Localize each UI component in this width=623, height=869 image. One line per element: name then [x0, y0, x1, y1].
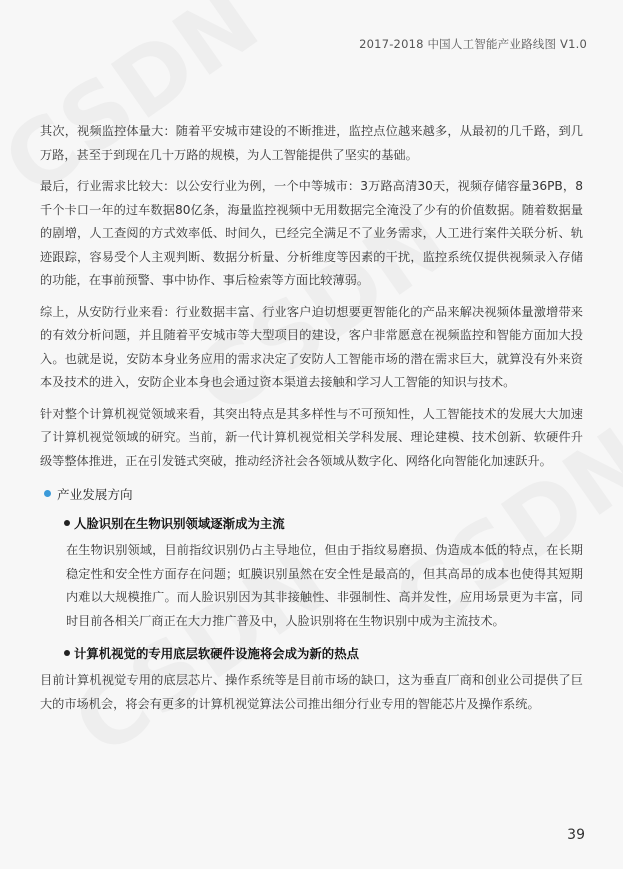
subsection-heading-text: 人脸识别在生物识别领域逐渐成为主流	[74, 516, 285, 531]
paragraph-2: 最后，行业需求比较大：以公安行业为例，一个中等城市：3万路高清30天，视频存储容量36PB，8千个卡口一年的过车数据80亿条，海量监控视频中无用数据完全淹没了少有的价值数据。随着数据量的剧增，人工查阅的方式效率低、时间久，已经完全满足不了业务需求，人工进行案件关联分析、轨迹跟踪，容易受个人主观判断、数据分析量、分析维度等因素的干扰，监控系统仅提供视频录入存储的功能，在事前预警、事中协作、事后检索等方面比较薄弱。	[40, 179, 583, 287]
section-heading-text: 产业发展方向	[57, 486, 133, 502]
page-header-title: 2017-2018 中国人工智能产业路线图 V1.0	[359, 37, 587, 51]
bullet-icon	[64, 520, 70, 526]
bullet-icon	[64, 650, 70, 656]
page-number: 39	[567, 827, 585, 843]
subsection-heading-hardware	[64, 641, 583, 665]
page-content	[40, 120, 583, 724]
subsection-body-face-recognition: 在生物识别领域，目前指纹识别仍占主导地位，但由于指纹易磨损、伪造成本低的特点，在长期稳定性和安全性方面存在问题；虹膜识别虽然在安全性是最高的，但其高昂的成本也使得其短期内难以大规模推广。而人脸识别因为其非接触性、非强制性、高并发性，应用场景更为丰富，同时目前各相关厂商正在大力推广普及中，人脸识别将在生物识别中成为主流技术。	[66, 543, 583, 628]
paragraph-1: 其次，视频监控体量大：随着平安城市建设的不断推进，监控点位越来越多，从最初的几千路，到几万路，甚至于到现在几十万路的规模，为人工智能提供了坚实的基础。	[40, 124, 583, 162]
subsection-body-hardware: 目前计算机视觉专用的底层芯片、操作系统等是目前市场的缺口，这为垂直厂商和创业公司提供了巨大的市场机会，将会有更多的计算机视觉算法公司推出细分行业专用的智能芯片及操作系统。	[40, 673, 583, 711]
section-heading	[40, 481, 583, 505]
paragraph-4: 针对整个计算机视觉领域来看，其突出特点是其多样性与不可预知性，人工智能技术的发展大大加速了计算机视觉领域的研究。当前，新一代计算机视觉相关学科发展、理论建模、技术创新、软硬件升级等整体推进，正在引发链式突破，推动经济社会各领域从数字化、网络化向智能化加速跃升。	[40, 406, 583, 468]
subsection-heading-text: 计算机视觉的专用底层软硬件设施将会成为新的热点	[74, 646, 359, 661]
subsection-heading-face-recognition	[64, 511, 583, 535]
blue-bullet-icon	[44, 490, 51, 497]
paragraph-3: 综上，从安防行业来看：行业数据丰富、行业客户迫切想要更智能化的产品来解决视频体量激增带来的有效分析问题，并且随着平安城市等大型项目的建设，客户非常愿意在视频监控和智能方面加大投入。也就是说，安防本身业务应用的需求决定了安防人工智能市场的潜在需求巨大，就算没有外来资本及技术的进入，安防企业本身也会通过资本渠道去接触和学习人工智能的知识与技术。	[40, 304, 583, 389]
